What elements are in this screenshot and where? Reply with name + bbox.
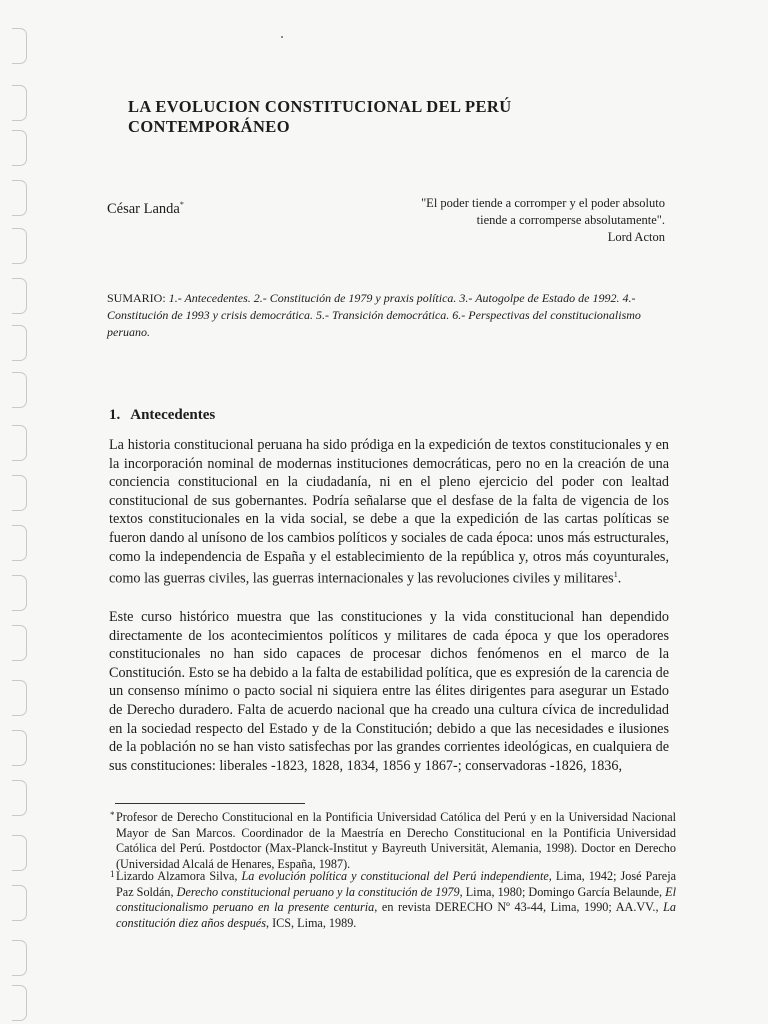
footnote-1-part-c: , Lima, 1980; Domingo García Belaunde,: [459, 884, 666, 899]
footnote-author: [110, 810, 676, 872]
section-number: 1.: [109, 407, 121, 423]
footnote-1-work-b: Derecho constitucional peruano y la constitución de 1979: [176, 884, 460, 899]
document-title: LA EVOLUCION CONSTITUCIONAL DEL PERÚ CONTEMPORÁNEO: [128, 97, 512, 136]
section-title: Antecedentes: [130, 407, 216, 423]
footnote-ref-1[interactable]: 1: [613, 570, 618, 580]
footnote-1-part-d: , en revista DERECHO Nº 43-44, Lima, 1990; AA.VV.,: [374, 900, 664, 915]
section-heading: [109, 407, 215, 424]
summary-text: 1.- Antecedentes. 2.- Constitución de 1979 y praxis política. 3.- Autogolpe de Estado de 1992. 4.- Constitución de 1993 y crisis democrática. 5.- Transición democrática. 6.- Perspectivas del constitucionalismo peruano.: [107, 291, 641, 339]
summary-label: SUMARIO:: [107, 291, 166, 305]
paragraph-2: Este curso histórico muestra que las constituciones y la vida constitucional han dependido directamente de los acontecimientos políticos y militares de cada época y que los operadores constitucionales no han sido capaces de procesar dichos fenómenos en el marco de la Constitución. Esto se ha debido a la falta de estabilidad política, que es expresión de la carencia de un consenso mínimo o pacto social ni siquiera entre las élites dirigentes para asegurar un Estado de Derecho duradero. Falta de acuerdo nacional que ha creado una cultura cívica de incredulidad en la sociedad respecto del Estado y de la Constitución; debido a que las necesidades e ilusiones de la población no se han visto satisfechas por las grandes corrientes ideológicas, en cualquiera de sus constituciones: liberales -1823, 1828, 1834, 1856 y 1867-; conservadoras -1826, 1836,: [109, 609, 669, 774]
footnote-1-work-d: La constitución diez años después: [116, 900, 676, 930]
author-name: César Landa: [107, 200, 180, 217]
footnote-1-part-b: , Lima, 1942; José Pareja Paz Soldán,: [116, 869, 677, 899]
footnote-1-part-e: , ICS, Lima, 1989.: [265, 915, 357, 930]
epigraph-attribution: Lord Acton: [607, 230, 665, 244]
epigraph-line-2: tiende a corromperse absolutamente".: [476, 213, 665, 227]
summary: [107, 290, 667, 341]
author: [107, 200, 184, 218]
footnote-1-work-c: El constitucionalismo peruano en la presente centuria: [116, 884, 677, 915]
footnote-1-part-a: Lizardo Alzamora Silva,: [116, 869, 242, 883]
footnote-author-text: Profesor de Derecho Constitucional en la Pontificia Universidad Católica del Perú y en la Universidad Nacional Mayor de San Marcos. Coordinador de la Maestría en Derecho Constitucional en la Pontificia Universidad Católica del Perú. Postdoctor (Max-Planck-Institut y Bayreuth Universität, Alemania, 1998). Doctor en Derecho (Universidad Alcalá de Henares, España, 1987).: [116, 810, 676, 871]
paragraph-1-text: La historia constitucional peruana ha sido pródiga en la expedición de textos constitucionales y en la incorporación nominal de modernas instituciones democráticas, pero no en la creación de una conciencia constitucional en la ciudadanía, ni en el pleno ejercicio del poder con lealtad constitucional de sus gobernantes. Podría señalarse que el desfase de la falta de vigencia de los textos constitucionales en la vida social, se debe a que la expedición de las cartas políticas se fueron dando al unísono de los cambios políticos y sociales de cada época: unos más estructurales, como la independencia de España y el establecimiento de la república y, otros más coyunturales, como las guerras civiles, las guerras internacionales y las revoluciones civiles y militares: [109, 437, 669, 587]
paragraph-1-end: .: [617, 570, 622, 587]
footnote-1-work-a: La evolución política y constitucional del Perú independiente: [241, 869, 549, 883]
footnote-1-mark: 1: [110, 869, 115, 879]
footnote-1: [110, 869, 677, 931]
epigraph: [360, 195, 665, 246]
binder-holes: [0, 0, 40, 1024]
footnote-separator: [115, 803, 305, 804]
footnote-author-mark: *: [110, 810, 115, 820]
paragraph-1: [109, 436, 669, 588]
scan-speck: [281, 36, 283, 38]
author-footnote-mark: *: [179, 200, 184, 209]
epigraph-line-1: "El poder tiende a corromper y el poder absoluto: [421, 196, 665, 210]
